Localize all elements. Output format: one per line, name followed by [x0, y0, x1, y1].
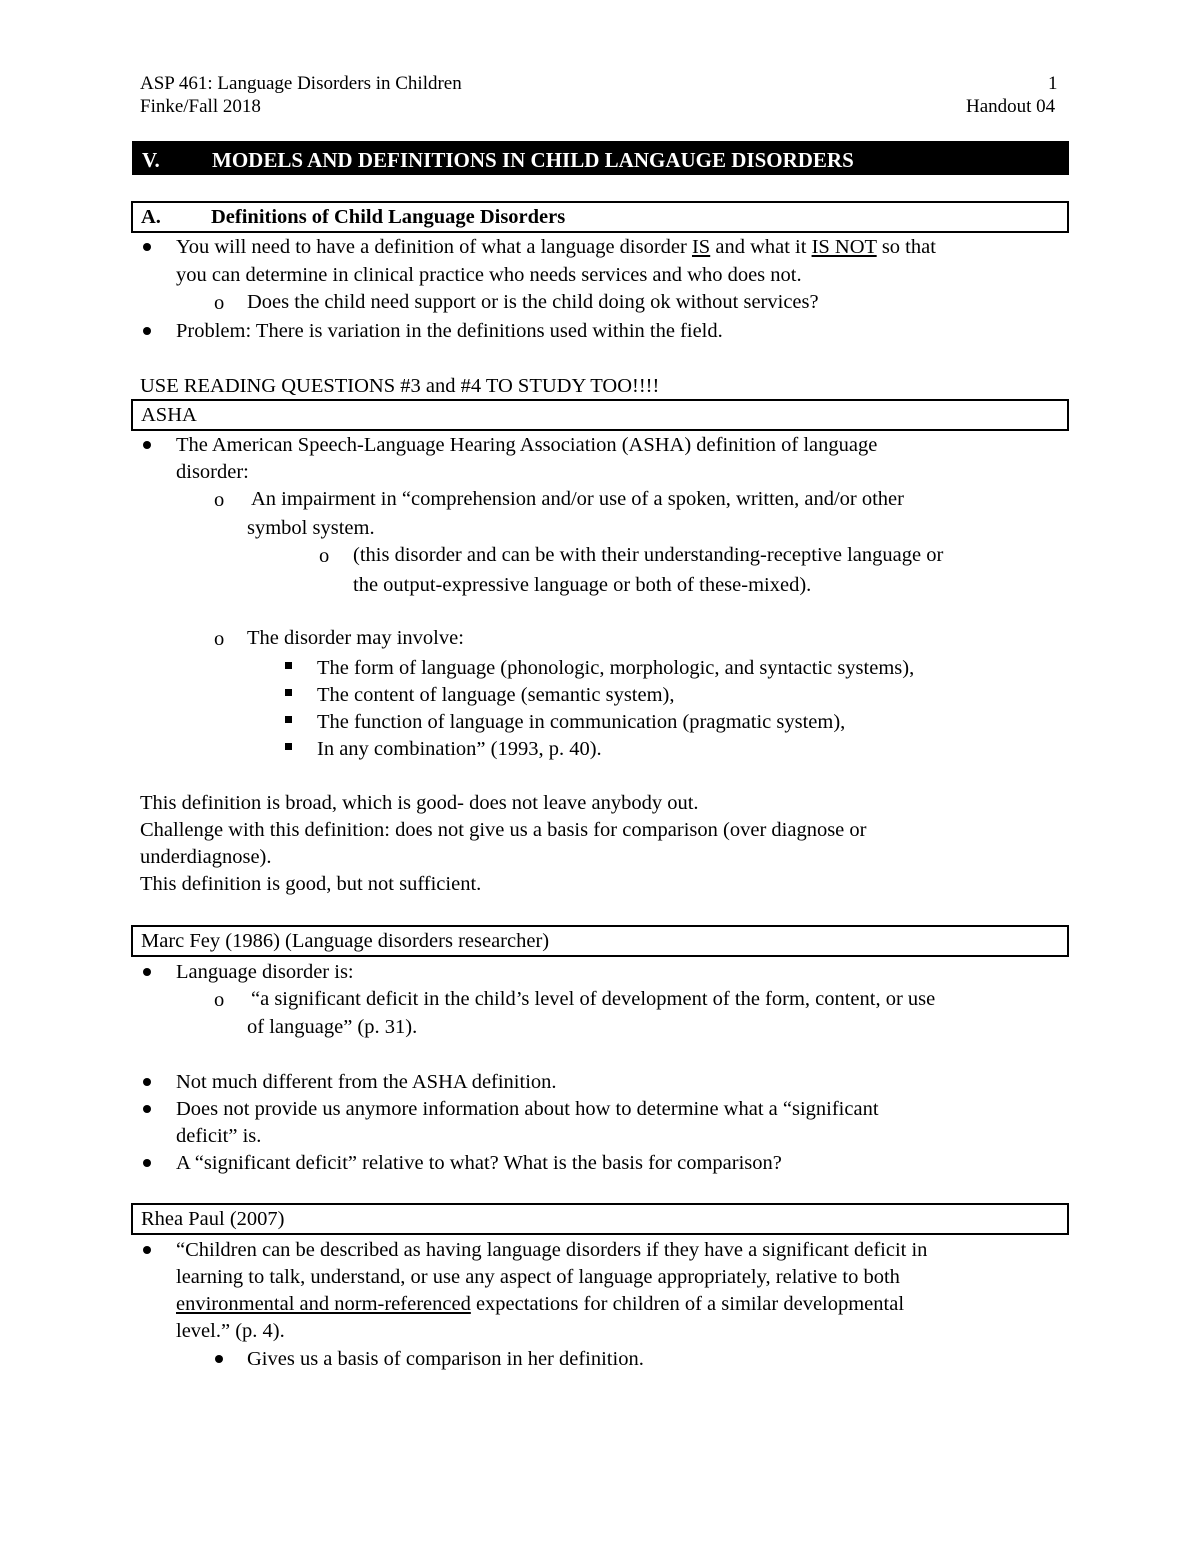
circle-bullet-icon: o	[214, 489, 225, 511]
square-bullet-icon	[285, 716, 292, 723]
study-note: USE READING QUESTIONS #3 and #4 TO STUDY TOO!!!!	[140, 375, 660, 397]
page-number: 1	[1048, 73, 1058, 94]
a-bullet1-line1: You will need to have a definition of what a language disorder IS and what it IS NOT so that	[176, 236, 936, 258]
paul-sub1: Gives us a basis of comparison in her definition.	[247, 1348, 644, 1370]
square-bullet-icon	[285, 743, 292, 750]
asha-sub1-line2: symbol system.	[247, 517, 375, 539]
bullet-icon	[215, 1355, 223, 1363]
asha-para3: This definition is good, but not sufficient.	[140, 873, 482, 895]
bullet-icon	[143, 968, 151, 976]
section-number: V.	[142, 148, 160, 172]
bullet-icon	[143, 1246, 151, 1254]
handout-label: Handout 04	[966, 96, 1056, 117]
bullet-icon	[143, 1078, 151, 1086]
fey-bullet1: Language disorder is:	[176, 961, 354, 983]
fey-bullet4: A “significant deficit” relative to what? What is the basis for comparison?	[176, 1152, 782, 1174]
fey-bullet3-line1: Does not provide us anymore information about how to determine what a “significant	[176, 1098, 879, 1120]
asha-subsub-line2: the output-expressive language or both of these-mixed).	[353, 574, 812, 596]
bullet-icon	[143, 243, 151, 251]
a-sub1: Does the child need support or is the child doing ok without services?	[247, 291, 819, 313]
circle-bullet-icon: o	[214, 628, 225, 650]
bullet-icon	[143, 1105, 151, 1113]
asha-para2-line2: underdiagnose).	[140, 846, 272, 868]
circle-bullet-icon: o	[319, 545, 330, 567]
fey-sub1-line1: “a significant deficit in the child’s level of development of the form, content, or use	[251, 988, 936, 1010]
asha-para2-line1: Challenge with this definition: does not give us a basis for comparison (over diagnose or	[140, 819, 867, 841]
section-heading-bar	[132, 141, 1069, 175]
subsection-a-title: Definitions of Child Language Disorders	[211, 206, 566, 228]
paul-bullet-line1: “Children can be described as having language disorders if they have a significant deficit in	[176, 1239, 928, 1261]
asha-item-4: In any combination” (1993, p. 40).	[317, 738, 602, 760]
circle-bullet-icon: o	[214, 989, 225, 1011]
course-title: ASP 461: Language Disorders in Children	[140, 73, 462, 94]
paul-bullet-line4: level.” (p. 4).	[176, 1320, 285, 1342]
paul-bullet-line3: environmental and norm-referenced expectations for children of a similar developmental	[176, 1293, 905, 1315]
instructor-term: Finke/Fall 2018	[140, 96, 261, 117]
asha-item-3: The function of language in communication (pragmatic system),	[317, 711, 846, 733]
asha-para1: This definition is broad, which is good- does not leave anybody out.	[140, 792, 699, 814]
subsection-a-heading	[131, 201, 1069, 233]
square-bullet-icon	[285, 689, 292, 696]
asha-sub1-line1: An impairment in “comprehension and/or use of a spoken, written, and/or other	[251, 488, 904, 510]
bullet-icon	[143, 327, 151, 335]
fey-heading: Marc Fey (1986) (Language disorders researcher)	[131, 925, 1069, 957]
asha-item-2: The content of language (semantic system),	[317, 684, 675, 706]
paul-heading: Rhea Paul (2007)	[131, 1203, 1069, 1235]
fey-bullet3-line2: deficit” is.	[176, 1125, 262, 1147]
asha-bullet-line2: disorder:	[176, 461, 249, 483]
asha-subsub-line1: (this disorder and can be with their understanding-receptive language or	[353, 544, 944, 566]
section-title: MODELS AND DEFINITIONS IN CHILD LANGAUGE DISORDERS	[212, 148, 854, 172]
subsection-a-letter: A.	[141, 206, 161, 228]
circle-bullet-icon: o	[214, 292, 225, 314]
fey-bullet2: Not much different from the ASHA definition.	[176, 1071, 557, 1093]
bullet-icon	[143, 1159, 151, 1167]
fey-sub1-line2: of language” (p. 31).	[247, 1016, 418, 1038]
asha-sub2: The disorder may involve:	[247, 627, 464, 649]
paul-bullet-line2: learning to talk, understand, or use any aspect of language appropriately, relative to both	[176, 1266, 900, 1288]
asha-bullet-line1: The American Speech-Language Hearing Association (ASHA) definition of language	[176, 434, 878, 456]
bullet-icon	[143, 441, 151, 449]
asha-heading: ASHA	[131, 399, 1069, 431]
square-bullet-icon	[285, 662, 292, 669]
a-bullet1-line2: you can determine in clinical practice who needs services and who does not.	[176, 264, 802, 286]
asha-item-1: The form of language (phonologic, morphologic, and syntactic systems),	[317, 657, 915, 679]
a-bullet2: Problem: There is variation in the definitions used within the field.	[176, 320, 723, 342]
